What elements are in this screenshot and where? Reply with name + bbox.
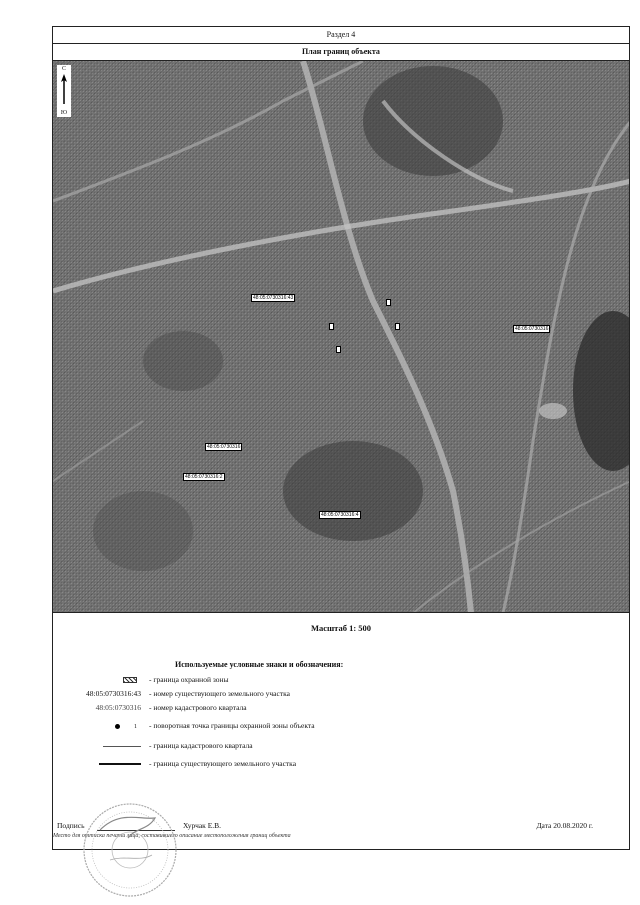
seal-stamp-icon <box>80 800 180 900</box>
map-label-quarter-east: 48:05:0730316 <box>515 326 549 332</box>
section-header: Раздел 4 <box>53 27 629 44</box>
legend-item-quarter-boundary <box>53 740 629 754</box>
legend-item-quarter-number <box>53 702 629 716</box>
legend-title: Используемые условные знаки и обозначения: <box>175 660 344 669</box>
map-label-parcel-4: 48:05:0730316:4 <box>321 512 359 518</box>
map-label-parcel-2: 48:05:0730316:2 <box>185 474 223 480</box>
aerial-photo <box>53 61 629 613</box>
aerial-map <box>53 61 629 613</box>
legend-text: - граница существующего земельного участка <box>149 759 297 768</box>
legend-symbol <box>53 674 141 686</box>
legend-text: - номер существующего земельного участка <box>149 689 290 698</box>
north-label: С <box>61 66 66 72</box>
boundary-point <box>336 346 341 353</box>
boundary-point <box>386 299 391 306</box>
point-number-label: 1 <box>134 724 137 730</box>
boundary-point <box>329 323 334 330</box>
legend-item-parcel-number <box>53 688 629 702</box>
map-label-parcel-43: 48:05:0730316:43 <box>253 295 294 301</box>
south-label: Ю <box>60 110 68 116</box>
legend-text: - граница кадастрового квартала <box>149 741 253 750</box>
legend-symbol <box>53 758 141 770</box>
signature-date: Дата 20.08.2020 г. <box>536 821 593 830</box>
signer-name: Хурчак Е.В. <box>183 821 222 830</box>
legend-symbol: 48:05:0730316:43 <box>85 689 141 698</box>
page-title: План границ объекта <box>53 44 629 61</box>
legend-symbol: 48:05:0730316 <box>95 703 141 712</box>
thick-line-icon <box>99 763 141 765</box>
thin-line-icon <box>103 746 141 747</box>
legend-item-parcel-boundary <box>53 758 629 772</box>
legend-symbol <box>53 740 141 752</box>
dot-symbol-icon <box>115 724 120 729</box>
document-frame <box>52 26 630 850</box>
legend-item-protection-zone <box>53 674 629 688</box>
legend-text: - граница охранной зоны <box>149 675 229 684</box>
legend-symbol <box>53 720 141 733</box>
legend-text: - номер кадастрового квартала <box>149 703 247 712</box>
legend-text: - поворотная точка границы охранной зоны объекта <box>149 721 315 730</box>
legend-item-turning-point <box>53 720 629 734</box>
boundary-point <box>395 323 400 330</box>
north-arrow <box>57 65 71 117</box>
map-label-quarter-west: 48:05:0730316 <box>207 444 241 450</box>
hatch-symbol-icon <box>123 677 137 683</box>
map-scale: Масштаб 1: 500 <box>310 623 372 633</box>
signature-label: Подпись <box>57 821 85 830</box>
arrow-icon <box>60 74 68 104</box>
stamp-caption: Место для оттиска печати лица, составившего описание местоположения границ объекта <box>53 833 291 839</box>
